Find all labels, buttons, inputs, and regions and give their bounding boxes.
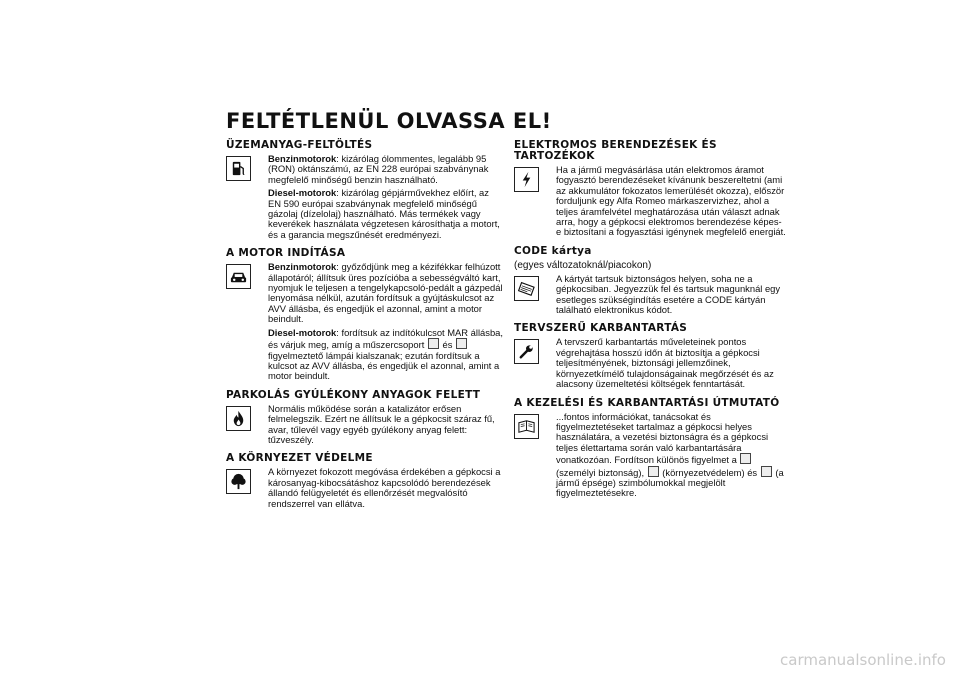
car-front-icon: [226, 264, 251, 289]
code-section-title: CODE kártya: [514, 244, 592, 257]
manual-section-title: A KEZELÉSI ÉS KARBANTARTÁSI ÚTMUTATÓ: [514, 396, 780, 409]
parking-section-title: PARKOLÁS GYÚLÉKONY ANYAGOK FELETT: [226, 388, 481, 401]
code-section-subtitle: (egyes változatoknál/piacokon): [514, 259, 652, 271]
environment-protection-icon: [648, 466, 659, 477]
manual-text-1: ...fontos információkat, tanácsokat és figyelmeztetéseket tartalmaz a gépkocsi helyes használatára, a vezetési biztonságra és a gépkocsi teljes élettartama során való karbantartására vonatkozóan. Fordítson különös figyelmet a: [556, 410, 769, 466]
maintenance-section: [514, 337, 786, 392]
maintenance-paragraph: A tervszerű karbantartás műveleteinek pontos végrehajtása hosszú időn át biztosítja a gépkocsi teljesítményének, biztonsági jellemzőinek, környezetkímélő tulajdonságainak megőrzését és az alacsony üzemeltetési költségek fenntartását.: [556, 336, 774, 390]
book-icon: [514, 414, 539, 439]
fuel-diesel-text: : kizárólag gépjárművekhez előírt, az EN 590 európai szabványnak megfelelő minőségű gázolaj (dízelolaj) használható. Más termékek vagy keverékek használata végzetesen károsíthatja a motort, és a garancia megszűnését eredményezi.: [268, 187, 500, 240]
dashboard-warning-icon: [428, 338, 439, 349]
electrical-text: [556, 165, 786, 241]
environment-paragraph: A környezet fokozott megóvása érdekében a gépkocsi a károsanyag-kibocsátáshoz kapcsolódó berendezések állandó felügyeletét és ellenőrzését megvalósító rendszerrel van ellátva.: [268, 466, 501, 509]
vehicle-integrity-icon: [761, 466, 772, 477]
maintenance-section-title: TERVSZERŰ KARBANTARTÁS: [514, 322, 688, 335]
fuel-diesel-label: Diesel-motorok: [268, 187, 337, 199]
start-diesel-text-2: és: [442, 339, 453, 351]
start-petrol-text: : győződjünk meg a kézifékkar felhúzott állapotáról; állítsuk üres pozícióba a sebességváltó kart, nyomjuk le teljesen a tengelykapcsoló-pedált a gázpedál lenyomása nélkül, azután fordítsuk a gyújtáskulcsot az AVV állásba, és engedjük el azonnal, amint a motor beindult.: [268, 261, 503, 325]
start-diesel-label: Diesel-motorok: [268, 326, 337, 338]
start-section: [226, 262, 504, 384]
parking-text: [268, 404, 504, 449]
code-text: [556, 274, 786, 319]
fuel-text: [268, 154, 504, 243]
fuel-pump-icon: [226, 156, 251, 181]
tree-icon: [226, 469, 251, 494]
start-diesel-text-3: figyelmeztető lámpái kialszanak; ezután fordítsuk a kulcsot az AVV állásba, és engedjük el azonnal, amint a motor beindult.: [268, 349, 500, 382]
environment-section-title: A KÖRNYEZET VÉDELME: [226, 452, 373, 465]
fuel-petrol-label: Benzinmotorok: [268, 153, 337, 164]
fuel-petrol-text: : kizárólag ólommentes, legalább 95 (RON) oktánszámú, az EN 228 európai szabványnak megfelelő minőségű benzin használható.: [268, 153, 489, 185]
flame-icon: [226, 406, 251, 431]
lightning-icon: [514, 167, 539, 192]
manual-text-4: (a jármű épsége) szimbólumokkal megjelölt figyelmeztetésekre.: [556, 466, 784, 499]
glow-plug-icon: [456, 338, 467, 349]
fuel-section: [226, 154, 504, 243]
wrench-icon: [514, 339, 539, 364]
maintenance-text: [556, 337, 786, 392]
manual-text-3: (környezetvédelem) és: [662, 466, 758, 478]
manual-section: [514, 412, 786, 502]
personal-safety-icon: [740, 453, 751, 464]
environment-text: [268, 467, 504, 512]
code-paragraph: A kártyát tartsuk biztonságos helyen, soha ne a gépkocsiban. Jegyezzük fel és tartsuk magunknál egy esetleges szükségindítás esetére a CODE kártyán található elektronikus kódot.: [556, 272, 781, 316]
left-column: [226, 140, 504, 517]
watermark: carmanualsonline.info: [780, 651, 946, 669]
electrical-section: [514, 165, 786, 241]
environment-section: [226, 467, 504, 512]
card-icon: [514, 276, 539, 301]
start-section-title: A MOTOR INDÍTÁSA: [226, 247, 346, 260]
start-text: [268, 262, 504, 384]
right-column: [514, 140, 786, 507]
page-title: FELTÉTLENÜL OLVASSA EL!: [226, 109, 552, 133]
fuel-section-title: ÜZEMANYAG-FELTÖLTÉS: [226, 139, 373, 151]
manual-text-2: (személyi biztonság),: [556, 466, 645, 478]
electrical-paragraph: Ha a jármű megvásárlása után elektromos áramot fogyasztó berendezéseket kívánunk beszereltetni (ami az akkumulátor fokozatos lemerülését okozza), először forduljunk egy Alfa Romeo márkaszervizhez, ahol a teljes áramfelvétel meghatározása után választ adnak arra, hogy a gépkocsi elektromos berendezése képes-e biztosítani a fogyasztási igénynek megfelelő energiát.: [556, 164, 786, 238]
code-section: [514, 274, 786, 319]
electrical-section-title: ELEKTROMOS BERENDEZÉSEK ÉS TARTOZÉKOK: [514, 139, 717, 162]
start-diesel-text-1: : fordítsuk az indítókulcsot MAR állásba, és várjuk meg, amíg a műszercsoport: [268, 326, 503, 351]
manual-text: [556, 412, 786, 502]
start-petrol-label: Benzinmotorok: [268, 261, 337, 273]
parking-section: [226, 404, 504, 449]
parking-paragraph: Normális működése során a katalizátor erősen felmelegszik. Ezért ne állítsuk le a gépkocsit száraz fű, avar, tűlevél vagy egyéb gyúlékony anyag felett: tűzveszély.: [268, 402, 495, 445]
